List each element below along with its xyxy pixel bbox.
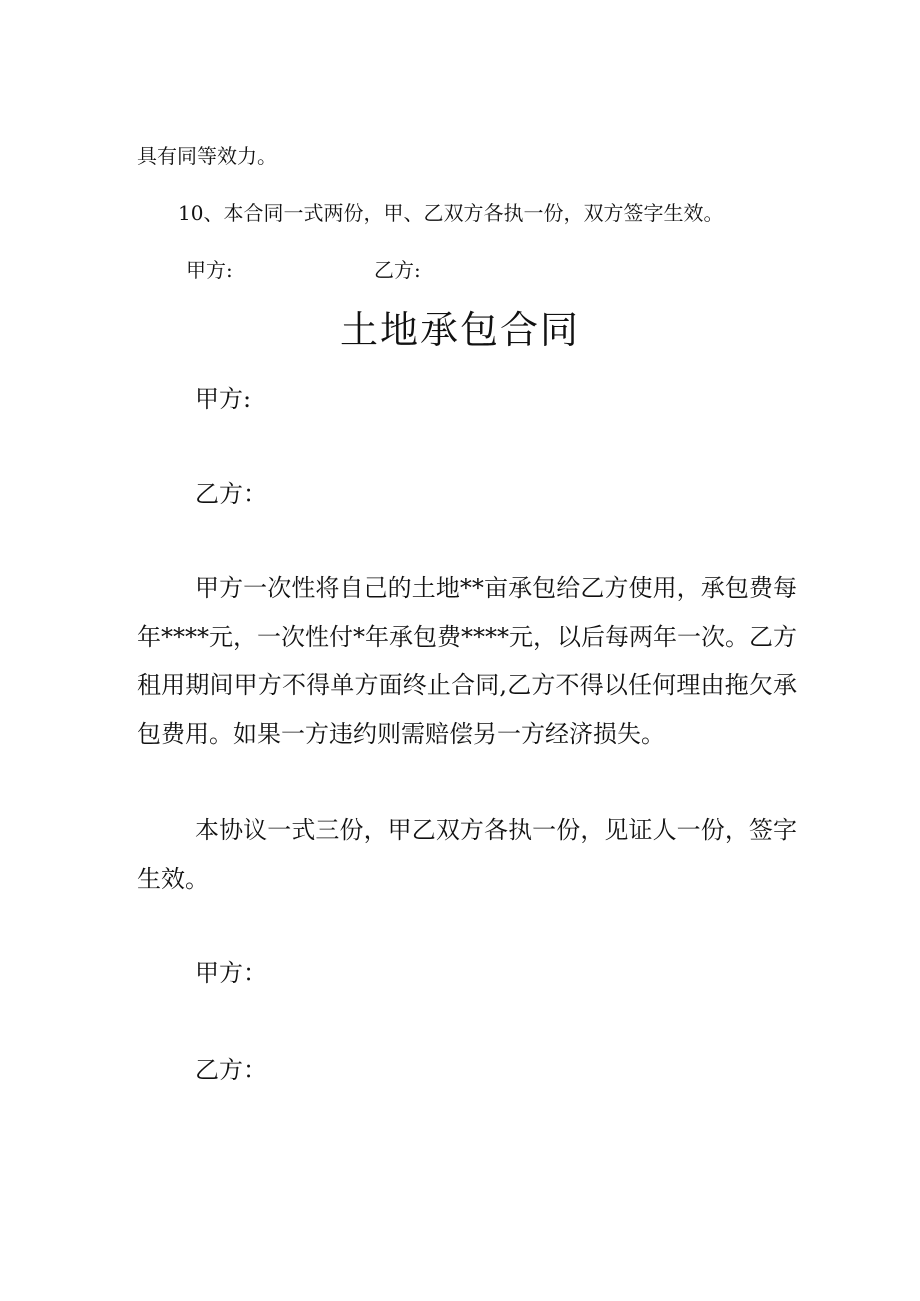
signature-party-b: 乙方：	[195, 1056, 267, 1084]
party-b-label: 乙方：	[195, 480, 267, 508]
previous-party-a-label: 甲方:	[186, 258, 233, 282]
signature-party-a: 甲方：	[195, 959, 267, 987]
party-a-label: 甲方:	[195, 385, 252, 413]
previous-party-b-label: 乙方:	[374, 258, 421, 282]
contract-paragraph-copies: 本协议一式三份，甲乙双方各执一份，见证人一份，签字生效。	[137, 816, 797, 893]
previous-clause-continuation: 具有同等效力。	[137, 144, 277, 168]
clause-10: 10、本合同一式两份，甲、乙双方各执一份，双方签字生效。	[178, 201, 724, 225]
contract-title: 土地承包合同	[339, 308, 580, 352]
contract-paragraph-terms: 甲方一次性将自己的土地**亩承包给乙方使用，承包费每年****元，一次性付*年承包费****元，以后每两年一次。乙方租用期间甲方不得单方面终止合同,乙方不得以任何理由拖欠承包费用。如果一方违约则需赔偿另一方经济损失。	[137, 574, 797, 748]
